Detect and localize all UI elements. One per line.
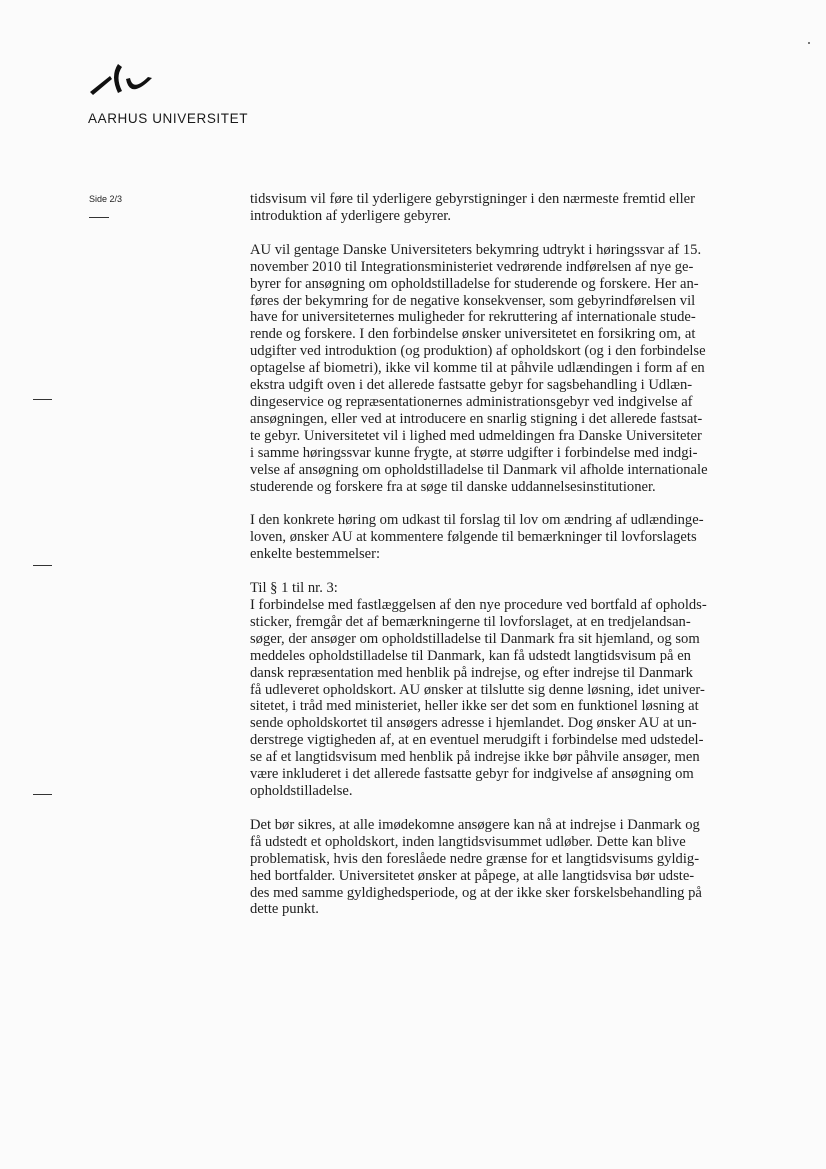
text-line: dansk repræsentation med henblik på indrejse, og efter indrejse til Danmark	[250, 664, 693, 681]
text-line: rende og forskere. I den forbindelse ønsker universitetet en forsikring om, at	[250, 326, 696, 343]
paragraph	[250, 242, 740, 496]
text-line: I forbindelse med fastlæggelsen af den nye procedure ved bortfald af opholds-	[250, 597, 707, 614]
paragraph	[250, 580, 740, 800]
university-name: AARHUS UNIVERSITET	[88, 111, 249, 126]
text-line: studerende og forskere fra at søge til danske uddannelsesinstitutioner.	[250, 478, 656, 495]
text-line: have for universiteternes muligheder for rekruttering af internationale stude-	[250, 309, 696, 326]
text-line: I den konkrete høring om udkast til forslag til lov om ændring af udlændinge-	[250, 512, 704, 529]
text-line: i samme høringssvar kunne frygte, at større udgifter i forbindelse med indgi-	[250, 444, 698, 461]
text-line: byrer for ansøgning om opholdstilladelse for studerende og forskere. Her an-	[250, 275, 699, 292]
text-line: opholdstilladelse.	[250, 783, 353, 799]
text-line: sticker, fremgår det af bemærkningerne til lovforslaget, at en tredjelandsan-	[250, 613, 691, 630]
text-line: dingeservice og repræsentationernes administrationsgebyr ved indgivelse af	[250, 393, 693, 410]
text-line: des med samme gyldighedsperiode, og at der ikke sker forskelsbehandling på	[250, 884, 702, 901]
text-line: sende opholdskortet til ansøgers adresse i hjemlandet. Dog ønsker AU at un-	[250, 715, 697, 732]
text-line: Til § 1 til nr. 3:	[250, 580, 338, 597]
letter-body	[250, 191, 740, 935]
text-line: derstrege vigtigheden af, at en eventuel merudgift i forbindelse med udstedel-	[250, 732, 704, 749]
scan-speck	[808, 42, 810, 44]
paragraph	[250, 817, 740, 918]
text-line: søger, der ansøger om opholdstilladelse til Danmark fra sit hjemland, og som	[250, 630, 700, 647]
text-line: være inkluderet i det allerede fastsatte gebyr for indgivelse af ansøgning om	[250, 766, 694, 783]
text-line: te gebyr. Universitetet vil i lighed med udmeldingen fra Danske Universiteter	[250, 427, 702, 444]
page-number: Side 2/3	[89, 194, 123, 204]
text-line: få udstedt et opholdskort, inden langtidsvisummet udløber. Dette kan blive	[250, 833, 686, 850]
text-line: optagelse af biometri), ikke vil komme til at påhvile udlændingen i form af en	[250, 360, 705, 377]
text-line: udgifter ved introduktion (og produktion) af opholdskort (og i den forbindelse	[250, 343, 706, 360]
text-line: sitetet, i tråd med ministeriet, heller ikke ser det som en funktionel løsning at	[250, 698, 699, 715]
margin-fold-mark	[33, 399, 52, 400]
text-line: hed bortfalder. Universitetet ønsker at påpege, at alle langtidsvisa bør udste-	[250, 867, 695, 884]
text-line: velse af ansøgning om opholdstilladelse til Danmark vil afholde internationale	[250, 461, 708, 478]
margin-fold-mark	[33, 794, 52, 795]
text-line: loven, ønsker AU at kommentere følgende til bemærkninger til lovforslagets	[250, 529, 697, 546]
text-line: november 2010 til Integrationsministeriet vedrørende indførelsen af nye ge-	[250, 258, 694, 275]
text-line: Det bør sikres, at alle imødekomne ansøgere kan nå at indrejse i Danmark og	[250, 816, 700, 833]
paragraph	[250, 191, 740, 225]
text-line: meddeles opholdstilladelse til Danmark, kan få udstedt langtidsvisum på en	[250, 647, 691, 664]
paragraph	[250, 512, 740, 563]
text-line: ekstra udgift oven i det allerede fastsatte gebyr for sagsbehandling i Udlæn-	[250, 377, 693, 394]
au-logo-icon	[88, 62, 158, 102]
text-line: AU vil gentage Danske Universiteters bekymring udtrykt i høringssvar af 15.	[250, 241, 702, 258]
text-line: ansøgningen, eller ved at introducere en snarlig stigning i det allerede fastsat-	[250, 410, 703, 427]
text-line: introduktion af yderligere gebyrer.	[250, 207, 451, 224]
text-line: problematisk, hvis den foreslåede nedre grænse for et langtidsvisums gyldig-	[250, 850, 700, 867]
text-line: dette punkt.	[250, 901, 319, 918]
margin-fold-mark	[33, 565, 52, 566]
text-line: få udleveret opholdskort. AU ønsker at tilslutte sig denne løsning, idet univer-	[250, 681, 705, 698]
page-number-rule	[89, 217, 109, 218]
text-line: se af et langtidsvisum med henblik på indrejse ikke bør påhvile ansøger, men	[250, 749, 700, 766]
text-line: enkelte bestemmelser:	[250, 546, 381, 563]
text-line: føres der bekymring for de negative konsekvenser, som gebyrindførelsen vil	[250, 292, 696, 309]
text-line: tidsvisum vil føre til yderligere gebyrstigninger i den nærmeste fremtid eller	[250, 191, 695, 207]
